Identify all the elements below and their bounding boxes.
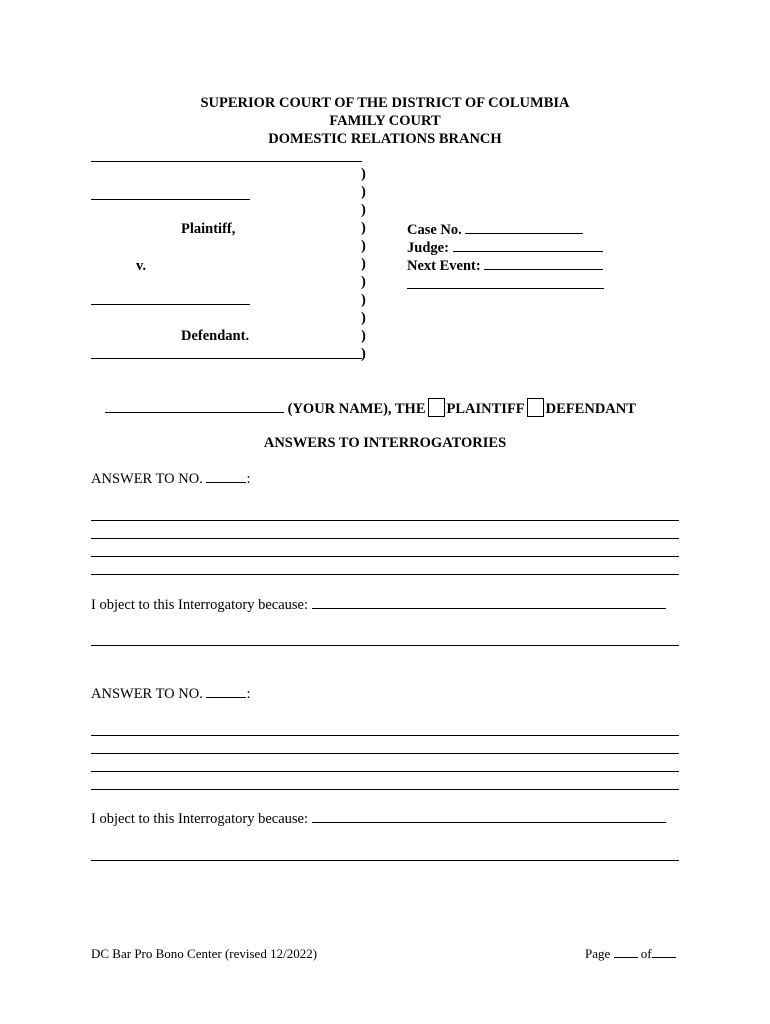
footer-source: DC Bar Pro Bono Center (revised 12/2022): [91, 946, 318, 961]
objection-field[interactable]: [312, 595, 666, 609]
plaintiff-option-label: PLAINTIFF: [446, 401, 525, 417]
caption-paren: ): [361, 238, 366, 254]
judge-label: Judge:: [407, 240, 449, 256]
caption-paren: ): [361, 220, 366, 236]
page-number-field[interactable]: [614, 945, 638, 958]
objection-row: [91, 595, 666, 614]
case-number-label: Case No.: [407, 222, 462, 238]
next-event-row: [407, 256, 603, 275]
court-name: SUPERIOR COURT OF THE DISTRICT OF COLUMBIA: [200, 95, 570, 111]
answer-number-field[interactable]: [206, 469, 246, 483]
plaintiff-label: Plaintiff,: [181, 221, 236, 237]
answer-line[interactable]: [91, 753, 679, 754]
case-number-field[interactable]: [465, 220, 583, 234]
page-label: Page: [585, 946, 611, 961]
answer-line[interactable]: [91, 556, 679, 557]
caption-paren: ): [361, 256, 366, 272]
caption-top-rule: [91, 161, 362, 162]
answer-line[interactable]: [91, 574, 679, 575]
answer-heading: [91, 469, 251, 488]
answer-heading: [91, 684, 251, 703]
objection-label: I object to this Interrogatory because:: [91, 597, 309, 613]
objection-line[interactable]: [91, 645, 679, 646]
versus-label: v.: [136, 258, 147, 274]
answer-label: ANSWER TO NO.: [91, 686, 203, 702]
defendant-checkbox[interactable]: [527, 398, 544, 417]
caption-paren: ): [361, 202, 366, 218]
next-event-extra-line[interactable]: [407, 288, 604, 289]
party-line: [105, 398, 636, 418]
objection-field[interactable]: [312, 809, 666, 823]
caption-paren: ): [361, 184, 366, 200]
court-division: FAMILY COURT: [329, 113, 441, 129]
caption-bottom-rule: [91, 358, 362, 359]
court-branch: DOMESTIC RELATIONS BRANCH: [268, 131, 502, 147]
answer-colon: :: [246, 471, 251, 487]
document-title: ANSWERS TO INTERROGATORIES: [263, 435, 507, 451]
judge-row: [407, 238, 603, 257]
plaintiff-name-line[interactable]: [91, 199, 250, 200]
defendant-label: Defendant.: [181, 328, 250, 344]
your-name-field[interactable]: [105, 399, 284, 413]
objection-row: [91, 809, 666, 828]
caption-paren: ): [361, 166, 366, 182]
caption-paren: ): [361, 346, 366, 362]
of-label: of: [640, 946, 652, 961]
answer-line[interactable]: [91, 771, 679, 772]
caption-paren: ): [361, 274, 366, 290]
defendant-name-line[interactable]: [91, 304, 250, 305]
answer-line[interactable]: [91, 538, 679, 539]
your-name-label: (YOUR NAME), THE: [287, 401, 426, 417]
answer-line[interactable]: [91, 789, 679, 790]
objection-line[interactable]: [91, 860, 679, 861]
page-total-field[interactable]: [652, 945, 676, 958]
plaintiff-checkbox[interactable]: [428, 398, 445, 417]
answer-label: ANSWER TO NO.: [91, 471, 203, 487]
caption-paren: ): [361, 310, 366, 326]
answer-colon: :: [246, 686, 251, 702]
judge-field[interactable]: [453, 238, 603, 252]
next-event-label: Next Event:: [407, 258, 481, 274]
next-event-field[interactable]: [484, 256, 603, 270]
answer-line[interactable]: [91, 735, 679, 736]
caption-paren: ): [361, 292, 366, 308]
page-number: [585, 945, 676, 963]
objection-label: I object to this Interrogatory because:: [91, 811, 309, 827]
answer-number-field[interactable]: [206, 684, 246, 698]
case-number-row: [407, 220, 583, 239]
answer-line[interactable]: [91, 520, 679, 521]
defendant-option-label: DEFENDANT: [545, 401, 636, 417]
caption-paren: ): [361, 328, 366, 344]
